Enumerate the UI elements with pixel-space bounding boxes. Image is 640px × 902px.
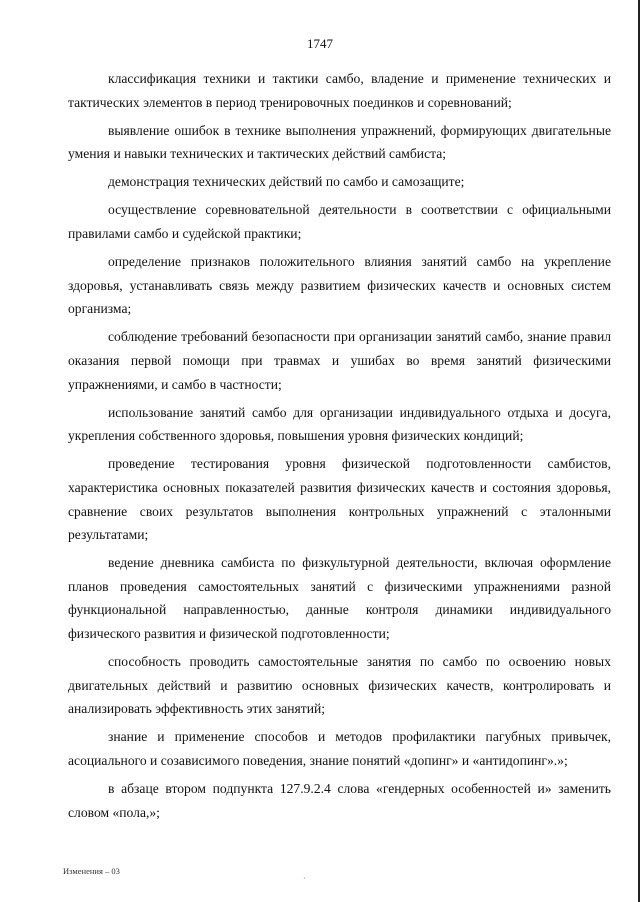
document-body xyxy=(68,67,611,829)
paragraph: способность проводить самостоятельные занятия по самбо по освоению новых двигательных действий и развитию основных физических качеств, контролировать и анализировать эффективность этих занятий; xyxy=(68,654,611,717)
footer-revision-label: Изменения – 03 xyxy=(63,866,120,876)
paragraph: классификация техники и тактики самбо, владение и применение технических и тактических элементов в период тренировочных поединков и соревнований; xyxy=(68,71,611,110)
paragraph: выявление ошибок в технике выполнения упражнений, формирующих двигательные умения и навыки технических и тактических действий самбиста; xyxy=(68,122,611,162)
paragraph: соблюдение требований безопасности при организации занятий самбо, знание правил оказания первой помощи при травмах и ушибах во время занятий физическими упражнениями, и самбо в частности; xyxy=(68,329,611,392)
paragraph: ведение дневника самбиста по физкультурной деятельности, включая оформление планов проведения самостоятельных занятий с физическими упражнениями разной функциональной направленностью, данные контроля динамики индивидуального физического развития и физической подготовленности; xyxy=(68,555,611,642)
paragraph: осуществление соревновательной деятельности в соответствии с официальными правилами самбо и судейской практики; xyxy=(68,202,611,242)
paragraph: демонстрация технических действий по самбо и самозащите; xyxy=(108,174,465,190)
paragraph: использование занятий самбо для организации индивидуального отдыха и досуга, укрепления собственного здоровья, повышения уровня физических кондиций; xyxy=(68,404,611,444)
paragraph: проведение тестирования уровня физической подготовленности самбистов, характеристика основных показателей развития физических качеств и состояния здоровья, сравнение своих результатов выполнения контрольных упражнений с эталонными результатами; xyxy=(68,456,611,543)
page-number: 1747 xyxy=(307,36,333,51)
paragraph: в абзаце втором подпункта 127.9.2.4 слова «гендерных особенностей и» заменить словом «пола,»; xyxy=(68,781,611,820)
paragraph: определение признаков положительного влияния занятий самбо на укрепление здоровья, устанавливать связь между развитием физических качеств и основных систем организма; xyxy=(68,254,611,317)
scan-speck: · xyxy=(303,874,306,883)
paragraph: знание и применение способов и методов профилактики пагубных привычек, асоциального и созависимого поведения, знание понятий «допинг» и «антидопинг».»; xyxy=(68,729,611,769)
